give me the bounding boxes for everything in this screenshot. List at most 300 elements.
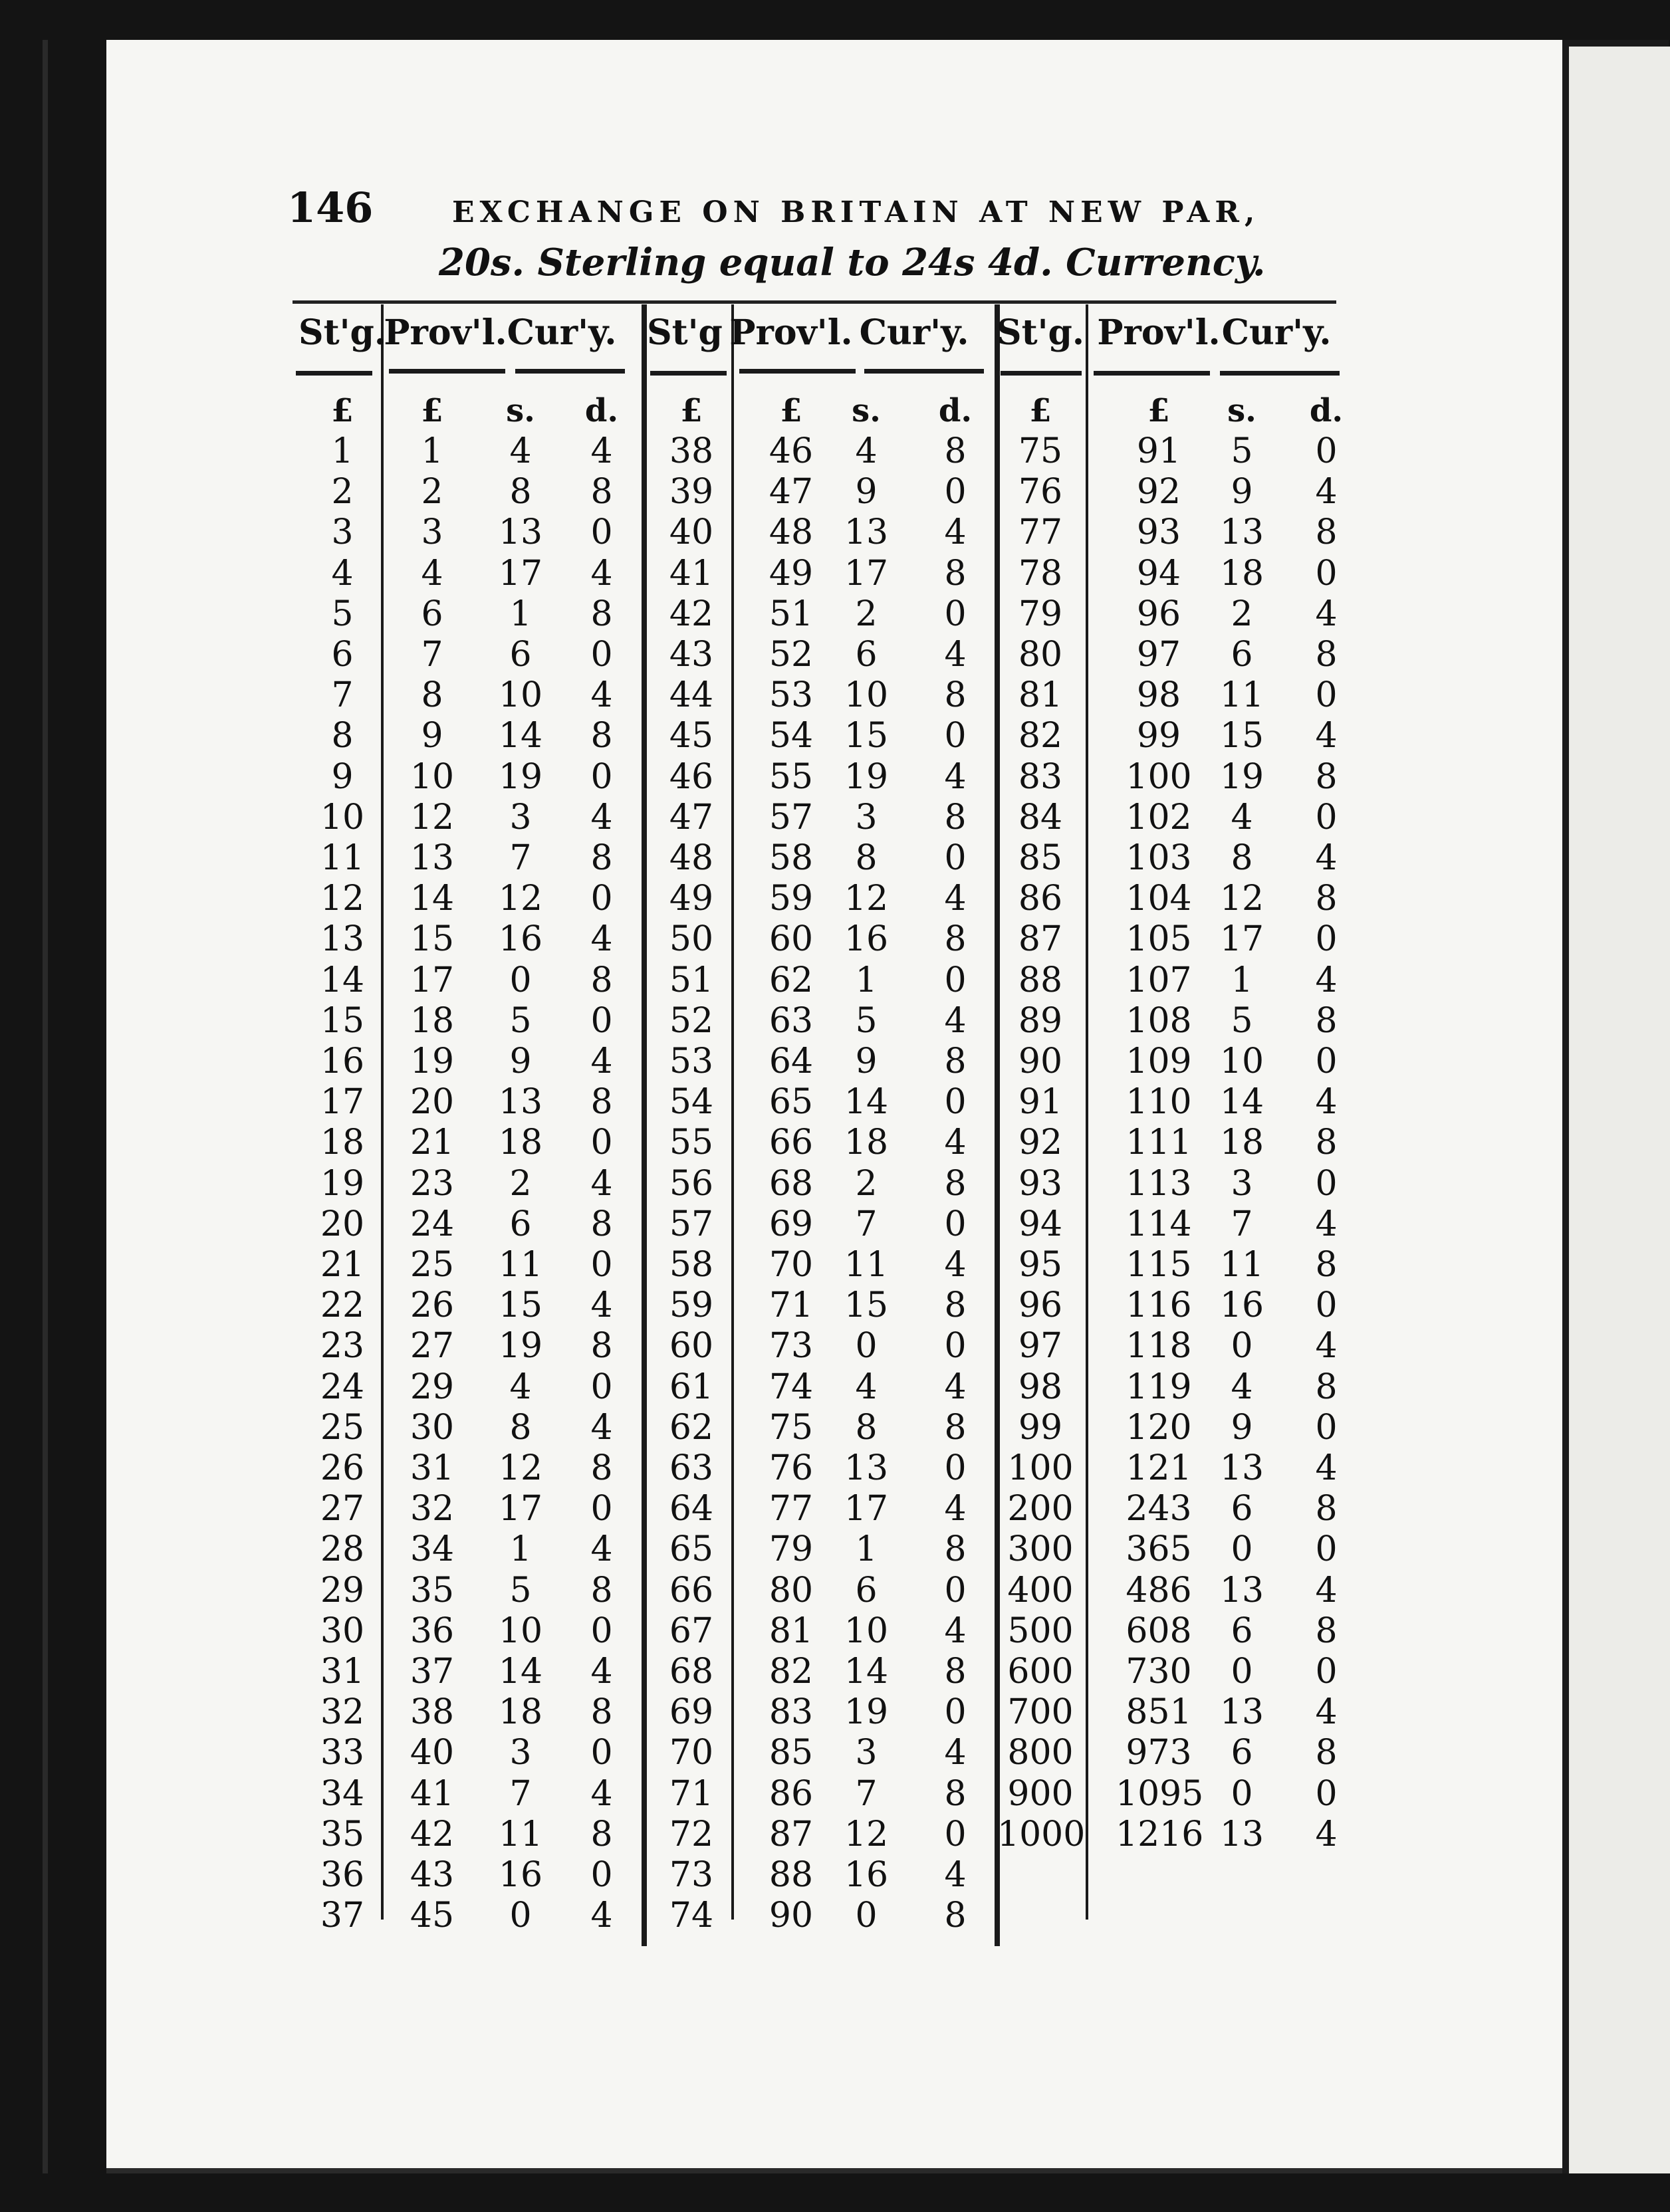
table-cell: 29 <box>410 1367 455 1407</box>
table-cell: 93 <box>1018 1164 1063 1204</box>
table-cell: 99 <box>1018 1408 1063 1448</box>
table-cell: 5 <box>1231 431 1253 471</box>
table-cell: 40 <box>669 512 714 552</box>
table-cell: 7 <box>855 1204 878 1244</box>
table-cell: 9 <box>509 1042 532 1081</box>
table-cell: 59 <box>669 1285 714 1325</box>
table-cell: 3 <box>331 512 354 552</box>
table-cell: 486 <box>1126 1571 1192 1610</box>
table-cell: 3 <box>855 1733 878 1773</box>
table-cell: 7 <box>855 1774 878 1814</box>
table-cell: 31 <box>410 1448 455 1488</box>
table-cell: 17 <box>320 1082 365 1122</box>
table-cell: 8 <box>944 1652 967 1692</box>
table-cell: 8 <box>944 1042 967 1081</box>
table-cell: 400 <box>1007 1571 1074 1610</box>
table-cell: 64 <box>769 1042 814 1081</box>
unit-label: s. <box>506 392 535 429</box>
table-cell: 8 <box>590 838 613 878</box>
table-cell: 32 <box>320 1692 365 1732</box>
table-cell: 0 <box>1315 798 1338 837</box>
table-cell: 43 <box>410 1855 455 1895</box>
table-cell: 4 <box>1315 472 1338 512</box>
table-cell: 0 <box>1315 431 1338 471</box>
table-cell: 0 <box>509 960 532 1000</box>
table-cell: 53 <box>769 675 814 715</box>
table-cell: 111 <box>1126 1123 1192 1162</box>
table-cell: 62 <box>669 1408 714 1448</box>
table-cell: 44 <box>669 675 714 715</box>
table-cell: 8 <box>590 472 613 512</box>
table-cell: 11 <box>1219 1245 1264 1285</box>
table-cell: 18 <box>410 1001 455 1041</box>
table-cell: 39 <box>669 472 714 512</box>
table-cell: 94 <box>1018 1204 1063 1244</box>
table-cell: 40 <box>410 1733 455 1773</box>
table-cell: 107 <box>1126 960 1192 1000</box>
table-cell: 87 <box>1018 919 1063 959</box>
table-cell: 17 <box>1219 919 1264 959</box>
table-cell: 6 <box>1231 635 1253 675</box>
table-cell: 5 <box>331 594 354 634</box>
table-cell: 74 <box>669 1896 714 1936</box>
table-cell: 41 <box>410 1774 455 1814</box>
column-header: Prov'l. <box>729 312 853 353</box>
table-cell: 113 <box>1126 1164 1192 1204</box>
table-cell: 13 <box>498 1082 543 1122</box>
table-cell: 90 <box>1018 1042 1063 1081</box>
table-cell: 8 <box>1315 1001 1338 1041</box>
table-cell: 87 <box>769 1815 814 1854</box>
table-cell: 47 <box>669 798 714 837</box>
table-cell: 88 <box>1018 960 1063 1000</box>
table-cell: 23 <box>320 1326 365 1366</box>
table-cell: 4 <box>944 512 967 552</box>
table-cell: 18 <box>1219 554 1264 594</box>
table-cell: 45 <box>410 1896 455 1936</box>
table-cell: 8 <box>944 798 967 837</box>
table-cell: 83 <box>1018 757 1063 797</box>
table-cell: 0 <box>855 1896 878 1936</box>
table-cell: 115 <box>1126 1245 1192 1285</box>
table-cell: 41 <box>669 554 714 594</box>
table-cell: 54 <box>669 1082 714 1122</box>
table-cell: 16 <box>498 919 543 959</box>
table-cell: 100 <box>1126 757 1192 797</box>
table-cell: 7 <box>331 675 354 715</box>
table-cell: 11 <box>1219 675 1264 715</box>
table-cell: 58 <box>769 838 814 878</box>
table-cell: 0 <box>590 1855 613 1895</box>
table-cell: 119 <box>1126 1367 1192 1407</box>
column-header: St'g. <box>298 312 386 353</box>
table-cell: 4 <box>1315 1082 1338 1122</box>
table-cell: 13 <box>1219 1815 1264 1854</box>
table-cell: 8 <box>590 1082 613 1122</box>
table-cell: 50 <box>669 919 714 959</box>
table-cell: 92 <box>1136 472 1181 512</box>
table-cell: 36 <box>410 1611 455 1651</box>
table-cell: 13 <box>1219 512 1264 552</box>
table-cell: 24 <box>320 1367 365 1407</box>
table-cell: 13 <box>844 1448 889 1488</box>
table-cell: 4 <box>590 675 613 715</box>
table-cell: 19 <box>498 757 543 797</box>
table-cell: 55 <box>669 1123 714 1162</box>
table-cell: 120 <box>1126 1408 1192 1448</box>
table-cell: 67 <box>669 1611 714 1651</box>
table-cell: 0 <box>855 1326 878 1366</box>
table-cell: 24 <box>410 1204 455 1244</box>
table-cell: 1 <box>855 960 878 1000</box>
table-cell: 0 <box>1315 1774 1338 1814</box>
table-cell: 12 <box>844 1815 889 1854</box>
table-cell: 4 <box>1315 838 1338 878</box>
table-cell: 28 <box>320 1529 365 1569</box>
table-cell: 82 <box>769 1652 814 1692</box>
table-cell: 116 <box>1126 1285 1192 1325</box>
table-cell: 8 <box>590 1571 613 1610</box>
table-cell: 0 <box>509 1896 532 1936</box>
table-cell: 23 <box>410 1164 455 1204</box>
table-cell: 57 <box>669 1204 714 1244</box>
table-cell: 10 <box>844 1611 889 1651</box>
table-cell: 4 <box>590 1529 613 1569</box>
table-cell: 6 <box>509 1204 532 1244</box>
table-cell: 82 <box>1018 716 1063 756</box>
table-cell: 4 <box>590 1042 613 1081</box>
table-cell: 8 <box>331 716 354 756</box>
table-cell: 80 <box>1018 635 1063 675</box>
table-cell: 4 <box>509 431 532 471</box>
table-cell: 4 <box>590 554 613 594</box>
table-cell: 20 <box>320 1204 365 1244</box>
table-cell: 98 <box>1136 675 1181 715</box>
table-cell: 55 <box>769 757 814 797</box>
unit-label: £ <box>421 392 443 429</box>
table-cell: 0 <box>944 472 967 512</box>
table-cell: 4 <box>1315 1571 1338 1610</box>
table-cell: 21 <box>320 1245 365 1285</box>
table-cell: 96 <box>1136 594 1181 634</box>
table-cell: 47 <box>769 472 814 512</box>
table-cell: 600 <box>1007 1652 1074 1692</box>
table-cell: 4 <box>944 1489 967 1529</box>
table-cell: 61 <box>669 1367 714 1407</box>
unit-label: s. <box>852 392 881 429</box>
table-cell: 4 <box>855 431 878 471</box>
table-cell: 78 <box>1018 554 1063 594</box>
page-title: EXCHANGE ON BRITAIN AT NEW PAR, <box>452 195 1260 229</box>
table-cell: 15 <box>844 1285 889 1325</box>
table-cell: 4 <box>944 1733 967 1773</box>
table-cell: 99 <box>1136 716 1181 756</box>
table-cell: 11 <box>498 1815 543 1854</box>
table-cell: 6 <box>331 635 354 675</box>
table-cell: 700 <box>1007 1692 1074 1732</box>
table-cell: 13 <box>410 838 455 878</box>
table-cell: 0 <box>1315 1285 1338 1325</box>
table-cell: 1 <box>855 1529 878 1569</box>
table-cell: 19 <box>1219 757 1264 797</box>
table-cell: 81 <box>769 1611 814 1651</box>
table-cell: 97 <box>1018 1326 1063 1366</box>
table-cell: 13 <box>1219 1571 1264 1610</box>
table-cell: 0 <box>1231 1774 1253 1814</box>
unit-label: £ <box>780 392 802 429</box>
table-cell: 48 <box>769 512 814 552</box>
table-cell: 65 <box>769 1082 814 1122</box>
table-cell: 2 <box>331 472 354 512</box>
table-cell: 12 <box>320 879 365 919</box>
table-cell: 102 <box>1126 798 1192 837</box>
table-cell: 8 <box>1315 879 1338 919</box>
table-cell: 69 <box>769 1204 814 1244</box>
table-cell: 75 <box>1018 431 1063 471</box>
table-cell: 0 <box>944 1815 967 1854</box>
table-cell: 19 <box>498 1326 543 1366</box>
table-cell: 1 <box>1231 960 1253 1000</box>
table-cell: 3 <box>509 798 532 837</box>
table-cell: 4 <box>1315 716 1338 756</box>
table-cell: 17 <box>498 1489 543 1529</box>
table-cell: 108 <box>1126 1001 1192 1041</box>
table-cell: 8 <box>944 1774 967 1814</box>
table-cell: 1000 <box>997 1815 1086 1854</box>
table-cell: 4 <box>1315 1326 1338 1366</box>
table-cell: 37 <box>320 1896 365 1936</box>
table-cell: 17 <box>844 554 889 594</box>
table-cell: 13 <box>498 512 543 552</box>
table-cell: 18 <box>1219 1123 1264 1162</box>
table-cell: 83 <box>769 1692 814 1732</box>
table-cell: 4 <box>855 1367 878 1407</box>
table-cell: 2 <box>855 594 878 634</box>
table-cell: 32 <box>410 1489 455 1529</box>
table-cell: 7 <box>509 1774 532 1814</box>
table-cell: 973 <box>1126 1733 1192 1773</box>
table-cell: 34 <box>410 1529 455 1569</box>
table-cell: 8 <box>944 554 967 594</box>
table-cell: 121 <box>1126 1448 1192 1488</box>
table-cell: 0 <box>1231 1326 1253 1366</box>
table-cell: 79 <box>769 1529 814 1569</box>
table-cell: 4 <box>590 919 613 959</box>
table-cell: 4 <box>590 1774 613 1814</box>
table-cell: 19 <box>320 1164 365 1204</box>
table-cell: 26 <box>410 1285 455 1325</box>
table-cell: 4 <box>1315 594 1338 634</box>
table-cell: 0 <box>590 1245 613 1285</box>
table-cell: 8 <box>855 838 878 878</box>
table-cell: 76 <box>1018 472 1063 512</box>
table-cell: 10 <box>498 675 543 715</box>
table-cell: 1 <box>331 431 354 471</box>
page-subtitle: 20s. Sterling equal to 24s 4d. Currency. <box>439 241 1266 284</box>
table-cell: 4 <box>1231 1367 1253 1407</box>
table-cell: 62 <box>769 960 814 1000</box>
table-cell: 96 <box>1018 1285 1063 1325</box>
table-cell: 19 <box>844 757 889 797</box>
unit-label: d. <box>938 392 973 429</box>
table-cell: 49 <box>769 554 814 594</box>
table-cell: 0 <box>1315 1042 1338 1081</box>
table-cell: 64 <box>669 1489 714 1529</box>
table-cell: 16 <box>844 919 889 959</box>
table-cell: 8 <box>1315 1245 1338 1285</box>
unit-label: s. <box>1227 392 1256 429</box>
table-cell: 63 <box>769 1001 814 1041</box>
table-cell: 1 <box>509 594 532 634</box>
table-cell: 8 <box>944 919 967 959</box>
table-cell: 12 <box>498 879 543 919</box>
table-cell: 4 <box>509 1367 532 1407</box>
table-cell: 365 <box>1126 1529 1192 1569</box>
table-cell: 77 <box>769 1489 814 1529</box>
table-cell: 4 <box>944 635 967 675</box>
table-cell: 0 <box>944 716 967 756</box>
table-cell: 52 <box>669 1001 714 1041</box>
table-cell: 0 <box>944 960 967 1000</box>
table-cell: 14 <box>844 1082 889 1122</box>
table-cell: 85 <box>769 1733 814 1773</box>
table-cell: 0 <box>1315 675 1338 715</box>
table-cell: 8 <box>590 1692 613 1732</box>
table-cell: 12 <box>1219 879 1264 919</box>
table-cell: 300 <box>1007 1529 1074 1569</box>
table-cell: 9 <box>855 1042 878 1081</box>
table-cell: 14 <box>320 960 365 1000</box>
table-cell: 8 <box>1315 635 1338 675</box>
table-cell: 15 <box>844 716 889 756</box>
table-cell: 43 <box>669 635 714 675</box>
table-cell: 3 <box>1231 1164 1253 1204</box>
table-cell: 103 <box>1126 838 1192 878</box>
table-cell: 4 <box>944 879 967 919</box>
unit-label: £ <box>680 392 703 429</box>
table-cell: 71 <box>769 1285 814 1325</box>
table-cell: 16 <box>1219 1285 1264 1325</box>
table-cell: 8 <box>590 716 613 756</box>
table-cell: 12 <box>410 798 455 837</box>
table-cell: 11 <box>320 838 365 878</box>
table-cell: 21 <box>410 1123 455 1162</box>
table-cell: 8 <box>944 1408 967 1448</box>
table-cell: 114 <box>1126 1204 1192 1244</box>
table-cell: 85 <box>1018 838 1063 878</box>
table-cell: 0 <box>590 757 613 797</box>
table-cell: 11 <box>844 1245 889 1285</box>
table-cell: 8 <box>421 675 443 715</box>
table-cell: 3 <box>855 798 878 837</box>
table-cell: 6 <box>1231 1733 1253 1773</box>
table-cell: 17 <box>410 960 455 1000</box>
table-cell: 19 <box>410 1042 455 1081</box>
table-cell: 9 <box>1231 1408 1253 1448</box>
table-cell: 12 <box>498 1448 543 1488</box>
table-cell: 54 <box>769 716 814 756</box>
table-cell: 8 <box>590 1448 613 1488</box>
table-cell: 90 <box>769 1896 814 1936</box>
table-cell: 46 <box>669 757 714 797</box>
table-cell: 35 <box>410 1571 455 1610</box>
table-cell: 2 <box>421 472 443 512</box>
table-cell: 86 <box>1018 879 1063 919</box>
table-cell: 34 <box>320 1774 365 1814</box>
table-cell: 4 <box>944 1367 967 1407</box>
unit-label: d. <box>1309 392 1344 429</box>
table-cell: 4 <box>421 554 443 594</box>
table-cell: 58 <box>669 1245 714 1285</box>
table-cell: 80 <box>769 1571 814 1610</box>
table-cell: 45 <box>669 716 714 756</box>
table-cell: 88 <box>769 1855 814 1895</box>
table-cell: 10 <box>1219 1042 1264 1081</box>
table-cell: 8 <box>590 1326 613 1366</box>
table-cell: 500 <box>1007 1611 1074 1651</box>
table-cell: 4 <box>331 554 354 594</box>
table-cell: 8 <box>1231 838 1253 878</box>
table-cell: 8 <box>944 1529 967 1569</box>
table-cell: 5 <box>855 1001 878 1041</box>
table-cell: 76 <box>769 1448 814 1488</box>
table-cell: 104 <box>1126 879 1192 919</box>
table-cell: 27 <box>320 1489 365 1529</box>
table-cell: 56 <box>669 1164 714 1204</box>
table-cell: 59 <box>769 879 814 919</box>
table-cell: 51 <box>769 594 814 634</box>
table-cell: 18 <box>320 1123 365 1162</box>
table-cell: 38 <box>669 431 714 471</box>
table-cell: 9 <box>331 757 354 797</box>
table-cell: 0 <box>1231 1529 1253 1569</box>
table-cell: 69 <box>669 1692 714 1732</box>
table-cell: 4 <box>944 1001 967 1041</box>
table-cell: 4 <box>944 1245 967 1285</box>
table-cell: 8 <box>1315 1733 1338 1773</box>
table-cell: 200 <box>1007 1489 1074 1529</box>
table-cell: 86 <box>769 1774 814 1814</box>
table-cell: 92 <box>1018 1123 1063 1162</box>
table-cell: 14 <box>498 1652 543 1692</box>
table-cell: 4 <box>590 1408 613 1448</box>
table-cell: 9 <box>855 472 878 512</box>
table-cell: 0 <box>944 1448 967 1488</box>
table-cell: 10 <box>320 798 365 837</box>
table-cell: 77 <box>1018 512 1063 552</box>
table-cell: 14 <box>410 879 455 919</box>
table-cell: 109 <box>1126 1042 1192 1081</box>
table-cell: 8 <box>1315 1489 1338 1529</box>
table-cell: 98 <box>1018 1367 1063 1407</box>
table-cell: 4 <box>590 1164 613 1204</box>
table-cell: 1 <box>421 431 443 471</box>
table-cell: 27 <box>410 1326 455 1366</box>
unit-label: £ <box>1029 392 1052 429</box>
table-cell: 6 <box>509 635 532 675</box>
table-cell: 46 <box>769 431 814 471</box>
table-cell: 91 <box>1018 1082 1063 1122</box>
table-cell: 53 <box>669 1042 714 1081</box>
table-cell: 8 <box>1315 757 1338 797</box>
table-cell: 0 <box>944 1326 967 1366</box>
column-header: Prov'l. <box>1097 312 1221 353</box>
table-cell: 52 <box>769 635 814 675</box>
table-cell: 0 <box>944 1692 967 1732</box>
table-cell: 71 <box>669 1774 714 1814</box>
page-number: 146 <box>287 183 374 232</box>
table-cell: 0 <box>944 1082 967 1122</box>
